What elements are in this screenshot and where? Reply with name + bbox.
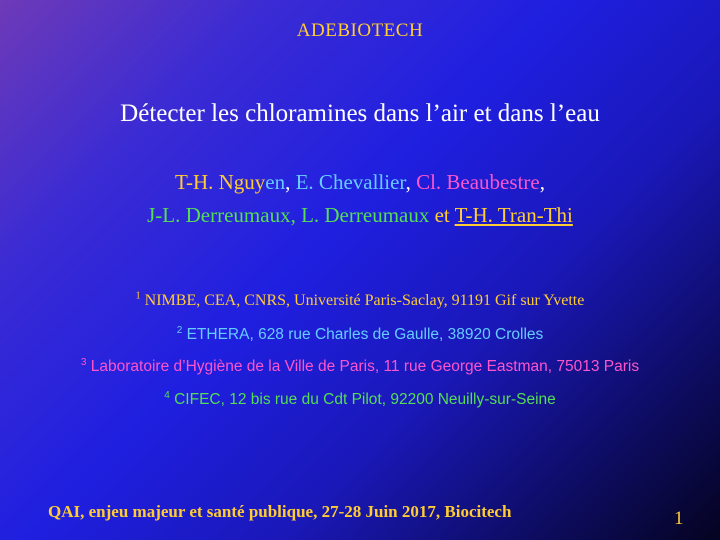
affiliation-number: 1	[135, 290, 141, 302]
authors-line-1	[0, 166, 720, 199]
affiliation-number: 4	[164, 389, 170, 401]
affiliation-number: 2	[176, 324, 183, 336]
affiliation-number: 3	[80, 356, 87, 368]
affiliation-text: NIMBE, CEA, CNRS, Université Paris-Saclay, 91191 Gif sur Yvette	[140, 292, 585, 309]
affiliation-text: Laboratoire d’Hygiène de la Ville de Paris, 11 rue George Eastman, 75013 Paris	[86, 358, 640, 375]
affiliation-4	[0, 391, 720, 409]
conference-footer: QAI, enjeu majeur et santé publique, 27-28 Juin 2017, Biocitech	[48, 502, 512, 521]
affiliation-2	[0, 326, 720, 344]
affiliation-text: ETHERA, 628 rue Charles de Gaulle, 38920 Crolles	[182, 326, 544, 343]
separator: ,	[405, 170, 417, 194]
affiliation-text: CIFEC, 12 bis rue du Cdt Pilot, 92200 Neuilly-sur-Seine	[169, 391, 556, 408]
page-number: 1	[674, 508, 684, 529]
authors-line-2	[0, 199, 720, 232]
separator: ,	[285, 170, 296, 194]
author-segment-underlined: T-H. Tran-Thi	[454, 203, 573, 227]
author-segment: T-H. Nguy	[175, 170, 266, 194]
organization-header: ADEBIOTECH	[296, 20, 424, 41]
author-segment: en	[265, 170, 286, 194]
author-segment: Cl. Beaubestre	[416, 170, 540, 194]
separator: ,	[539, 170, 545, 194]
slide-title: Détecter les chloramines dans l’air et dans l’eau	[120, 100, 600, 127]
author-segment: J-L. Derreumaux, L. Derreumaux	[147, 203, 430, 227]
author-segment: E. Chevallier	[295, 170, 406, 194]
affiliation-1	[0, 292, 720, 310]
affiliation-3	[0, 358, 720, 376]
authors-block	[0, 166, 720, 232]
conjunction: et	[429, 203, 455, 227]
